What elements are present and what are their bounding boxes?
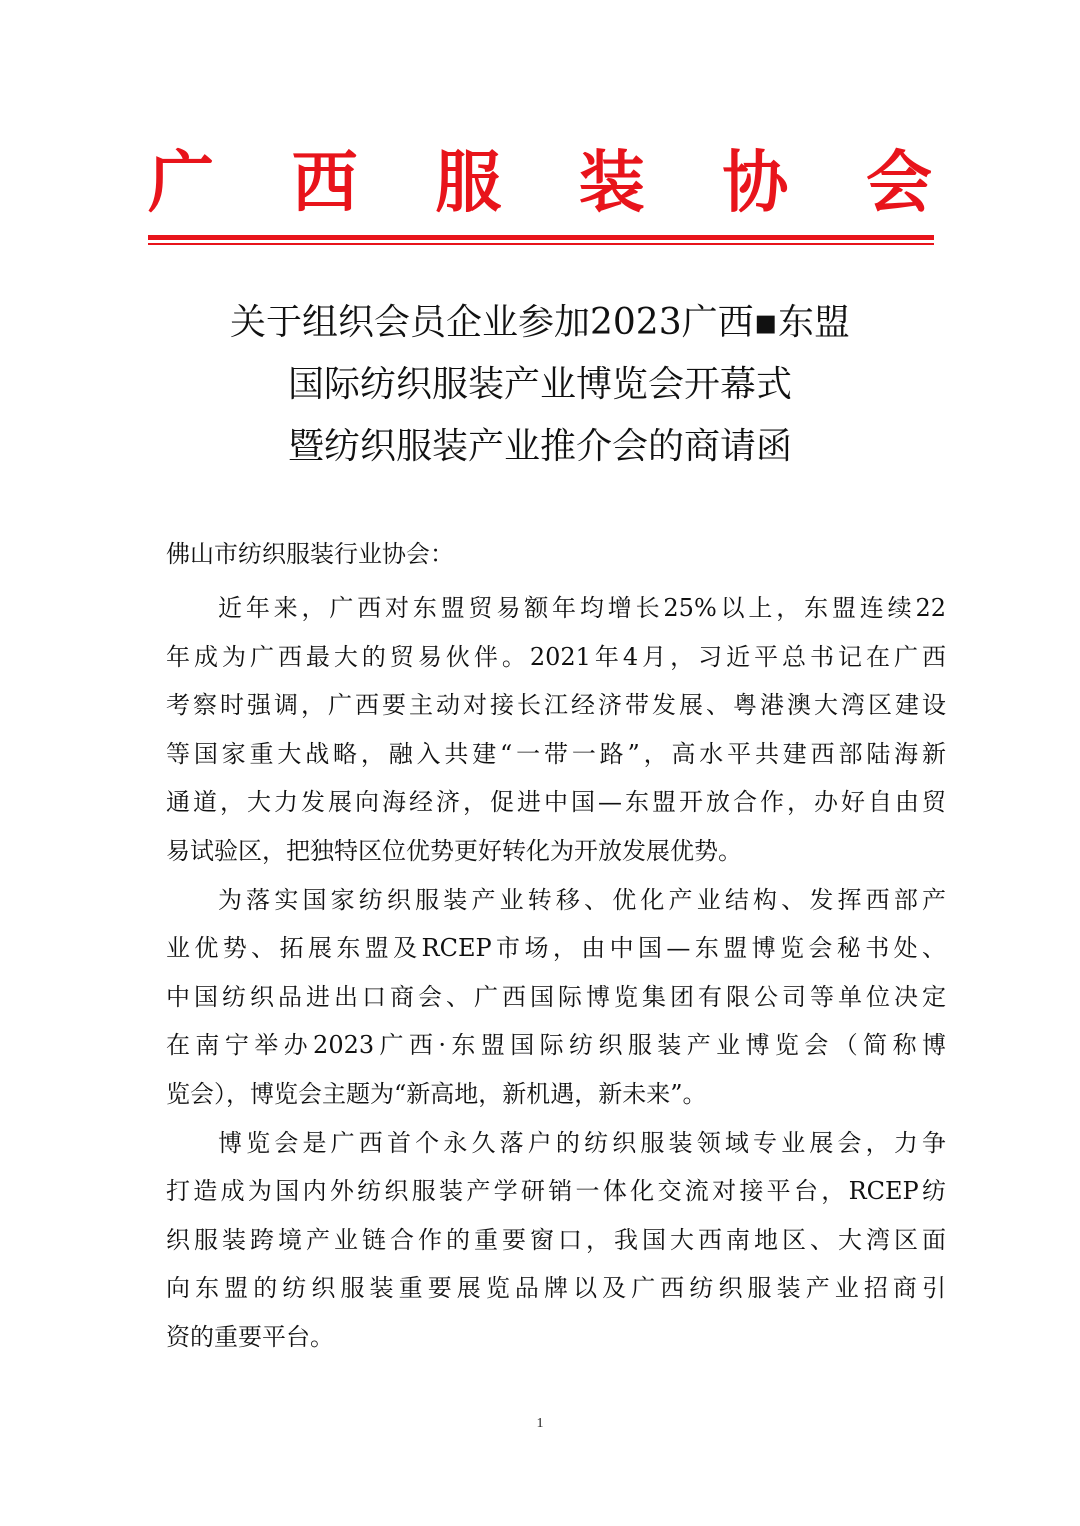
salutation: 佛山市纺织服装行业协会： [166,540,454,568]
paragraph-line: 资的重要平台。 [166,1322,334,1351]
paragraph-line: 通道，大力发展向海经济，促进中国—东盟开放合作，办好自由贸 [166,788,946,817]
paragraph [166,584,946,876]
paragraph-line: 览会），博览会主题为“新高地，新机遇，新未来”。 [166,1079,707,1108]
title-line: 关于组织会员企业参加2023广西▪东盟 [229,302,851,343]
paragraph-line: 近年来，广西对东盟贸易额年均增长25%以上，东盟连续22 [218,594,946,622]
letterhead-char: 装 [578,143,645,222]
paragraph-line: 易试验区，把独特区位优势更好转化为开放发展优势。 [166,836,742,865]
paragraph-line: 向东盟的纺织服装重要展览品牌以及广西纺织服装产业招商引 [166,1274,946,1303]
document-title [60,292,1020,478]
letterhead-rule-thin [148,243,934,245]
page-number: 1 [536,1416,544,1431]
letterhead-char: 协 [722,143,789,222]
letterhead-char: 广 [148,143,214,222]
paragraph-line: 织服装跨境产业链合作的重要窗口，我国大西南地区、大湾区面 [166,1225,946,1254]
title-line: 国际纺织服装产业博览会开幕式 [287,364,792,405]
paragraph-line: 中国纺织品进出口商会、广西国际博览集团有限公司等单位决定 [166,982,946,1011]
paragraph-line: 打造成为国内外纺织服装产学研销一体化交流对接平台，RCEP纺 [166,1177,946,1206]
paragraph [166,1119,946,1362]
letterhead-char: 服 [435,143,502,222]
letterhead-char: 西 [291,143,358,222]
paragraph-line: 考察时强调，广西要主动对接长江经济带发展、粤港澳大湾区建设 [166,691,946,720]
paragraph-line: 业优势、拓展东盟及RCEP市场，由中国—东盟博览会秘书处、 [166,934,946,963]
letterhead-title [148,138,932,228]
paragraph-line: 年成为广西最大的贸易伙伴。2021年4月，习近平总书记在广西 [166,642,946,671]
paragraph-line: 博览会是广西首个永久落户的纺织服装领域专业展会，力争 [218,1128,946,1157]
letterhead-rule-thick [148,235,934,240]
paragraph [166,876,946,1119]
title-line: 暨纺织服装产业推介会的商请函 [287,426,792,467]
letterhead-char: 会 [865,143,932,222]
document-body [166,584,946,1362]
paragraph-line: 为落实国家纺织服装产业转移、优化产业结构、发挥西部产 [218,885,946,914]
paragraph-line: 在南宁举办2023广西·东盟国际纺织服装产业博览会（简称博 [166,1031,946,1060]
paragraph-line: 等国家重大战略，融入共建“一带一路”，高水平共建西部陆海新 [166,739,946,768]
